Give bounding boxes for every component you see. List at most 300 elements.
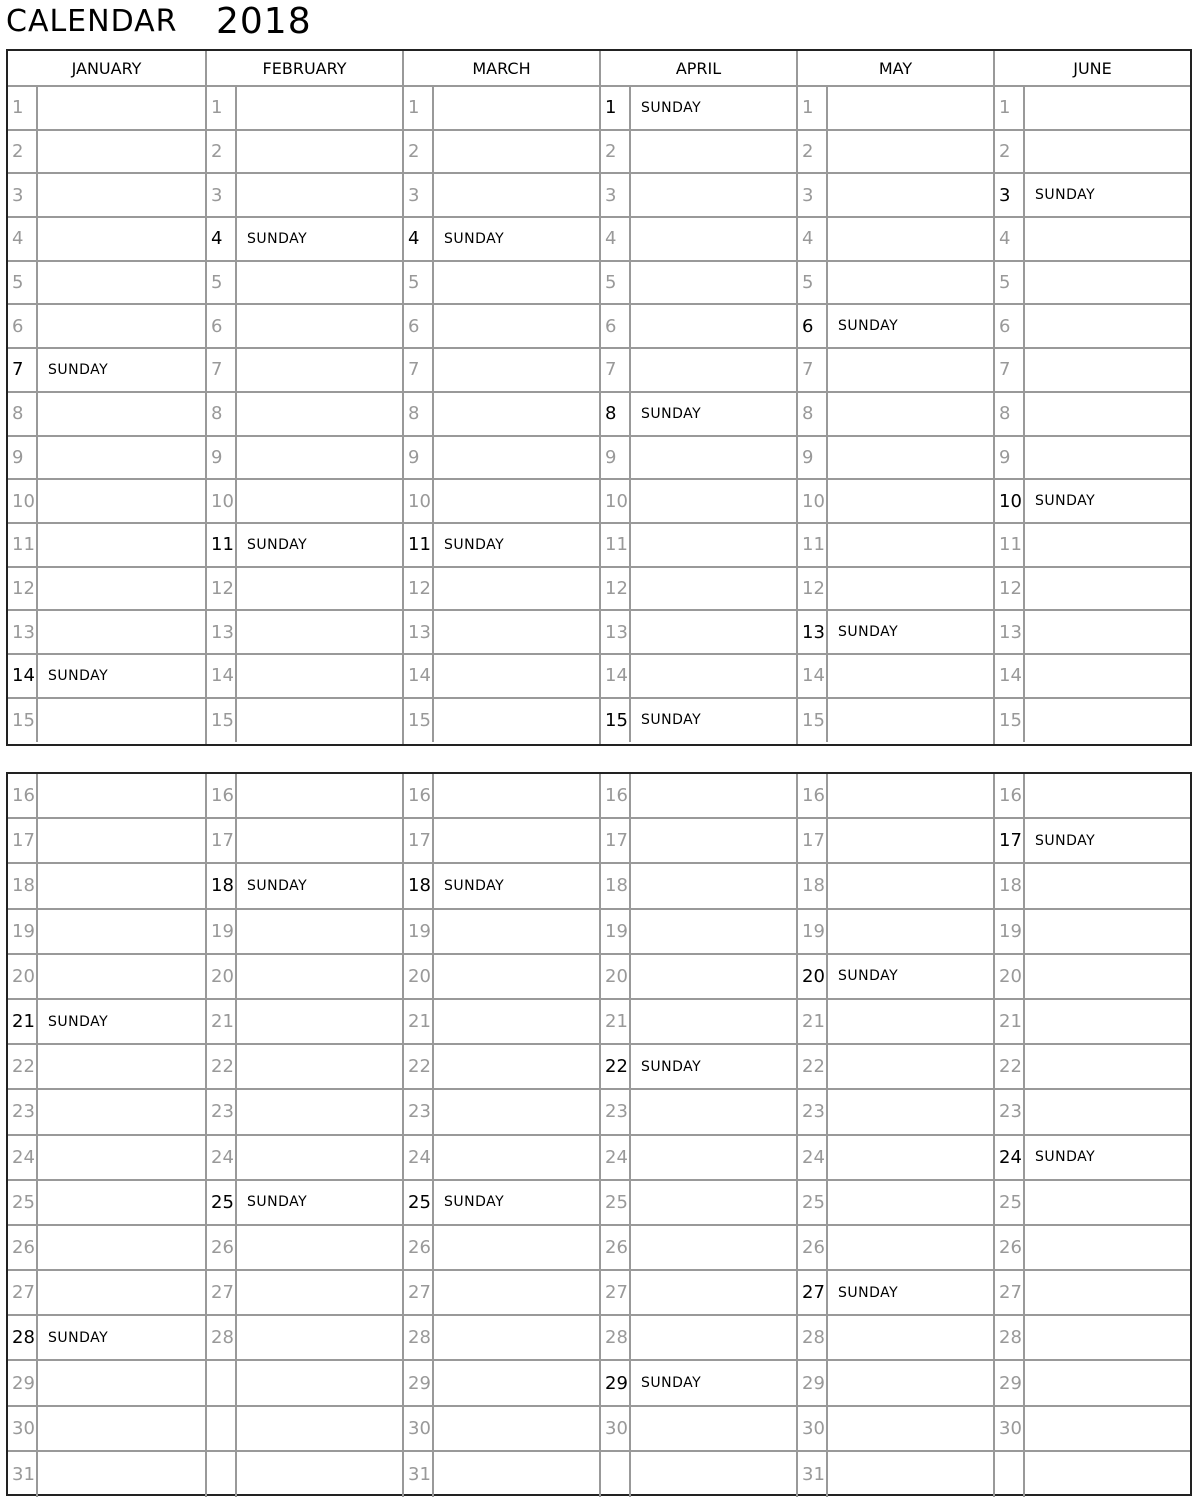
- day-row[interactable]: [404, 480, 599, 524]
- day-row[interactable]: [798, 910, 993, 955]
- day-row[interactable]: [404, 819, 599, 864]
- day-row[interactable]: [8, 1271, 205, 1316]
- day-note[interactable]: [631, 1090, 796, 1133]
- day-row[interactable]: [207, 1407, 402, 1452]
- day-row[interactable]: [995, 910, 1190, 955]
- day-row[interactable]: [798, 174, 993, 218]
- day-note[interactable]: [434, 87, 599, 129]
- day-note[interactable]: [631, 1226, 796, 1269]
- day-row[interactable]: [8, 1181, 205, 1226]
- day-note[interactable]: [1025, 1000, 1190, 1043]
- day-row[interactable]: [601, 655, 796, 699]
- day-note[interactable]: [237, 393, 402, 435]
- day-row[interactable]: [995, 524, 1190, 568]
- day-note[interactable]: [1025, 568, 1190, 610]
- day-row[interactable]: [404, 262, 599, 306]
- day-row[interactable]: [995, 955, 1190, 1000]
- day-note[interactable]: [1025, 1407, 1190, 1450]
- day-row[interactable]: [995, 655, 1190, 699]
- day-row[interactable]: [207, 437, 402, 481]
- day-row[interactable]: [601, 611, 796, 655]
- day-row[interactable]: [8, 524, 205, 568]
- day-row[interactable]: [995, 1316, 1190, 1361]
- day-note[interactable]: [1025, 131, 1190, 173]
- day-note[interactable]: [434, 1316, 599, 1359]
- day-row[interactable]: [798, 774, 993, 819]
- day-note[interactable]: [828, 1361, 993, 1404]
- day-row[interactable]: [404, 218, 599, 262]
- day-note[interactable]: [38, 524, 205, 566]
- day-note[interactable]: SUNDAY: [48, 667, 109, 684]
- day-note[interactable]: [434, 774, 599, 817]
- day-note[interactable]: [237, 1090, 402, 1133]
- day-row[interactable]: [798, 349, 993, 393]
- day-row[interactable]: [601, 87, 796, 131]
- day-note[interactable]: [828, 262, 993, 304]
- day-row[interactable]: [404, 1045, 599, 1090]
- day-note[interactable]: SUNDAY: [444, 877, 505, 894]
- day-row[interactable]: [798, 864, 993, 909]
- day-note[interactable]: [237, 1136, 402, 1179]
- day-row[interactable]: [8, 174, 205, 218]
- day-note[interactable]: [631, 262, 796, 304]
- day-row[interactable]: [207, 1000, 402, 1045]
- day-note[interactable]: SUNDAY: [1035, 493, 1096, 510]
- day-note[interactable]: [38, 1226, 205, 1269]
- day-note[interactable]: [237, 699, 402, 743]
- day-note[interactable]: [237, 819, 402, 862]
- day-note[interactable]: [828, 1407, 993, 1450]
- day-row[interactable]: [8, 218, 205, 262]
- day-note[interactable]: [38, 437, 205, 479]
- day-note[interactable]: SUNDAY: [247, 1194, 308, 1211]
- day-note[interactable]: [828, 1181, 993, 1224]
- day-note[interactable]: [631, 1452, 796, 1497]
- day-row[interactable]: [404, 774, 599, 819]
- day-row[interactable]: [601, 1316, 796, 1361]
- day-note[interactable]: [631, 1000, 796, 1043]
- day-note[interactable]: [1025, 910, 1190, 953]
- day-note[interactable]: [434, 305, 599, 347]
- day-row[interactable]: [798, 955, 993, 1000]
- day-note[interactable]: [38, 1271, 205, 1314]
- day-row[interactable]: [601, 262, 796, 306]
- day-row[interactable]: [798, 1452, 993, 1497]
- day-note[interactable]: [1025, 87, 1190, 129]
- day-note[interactable]: [237, 87, 402, 129]
- day-note[interactable]: [828, 568, 993, 610]
- day-note[interactable]: SUNDAY: [1035, 187, 1096, 204]
- day-row[interactable]: [8, 1226, 205, 1271]
- day-row[interactable]: [404, 174, 599, 218]
- day-note[interactable]: SUNDAY: [838, 318, 899, 335]
- day-note[interactable]: [237, 305, 402, 347]
- day-row[interactable]: [798, 611, 993, 655]
- day-row[interactable]: [8, 87, 205, 131]
- day-row[interactable]: [798, 437, 993, 481]
- day-note[interactable]: [434, 262, 599, 304]
- day-row[interactable]: [601, 699, 796, 743]
- day-note[interactable]: [828, 774, 993, 817]
- day-note[interactable]: [434, 1000, 599, 1043]
- day-row[interactable]: [207, 1361, 402, 1406]
- day-note[interactable]: [434, 1226, 599, 1269]
- day-row[interactable]: [995, 393, 1190, 437]
- day-note[interactable]: [237, 655, 402, 697]
- day-note[interactable]: SUNDAY: [1035, 832, 1096, 849]
- day-note[interactable]: [828, 131, 993, 173]
- day-row[interactable]: [995, 305, 1190, 349]
- day-row[interactable]: [601, 1045, 796, 1090]
- day-note[interactable]: [434, 1090, 599, 1133]
- day-row[interactable]: [8, 774, 205, 819]
- day-row[interactable]: [404, 1407, 599, 1452]
- day-row[interactable]: [8, 819, 205, 864]
- day-row[interactable]: [798, 568, 993, 612]
- day-note[interactable]: [631, 910, 796, 953]
- day-note[interactable]: SUNDAY: [838, 624, 899, 641]
- day-row[interactable]: [404, 349, 599, 393]
- day-note[interactable]: [828, 1316, 993, 1359]
- day-note[interactable]: [631, 174, 796, 216]
- day-row[interactable]: [207, 349, 402, 393]
- day-note[interactable]: [434, 480, 599, 522]
- day-note[interactable]: [631, 305, 796, 347]
- day-note[interactable]: [631, 1181, 796, 1224]
- day-row[interactable]: [995, 174, 1190, 218]
- day-note[interactable]: [434, 655, 599, 697]
- day-row[interactable]: [8, 568, 205, 612]
- day-row[interactable]: [207, 1452, 402, 1497]
- day-row[interactable]: [995, 437, 1190, 481]
- day-row[interactable]: [995, 1271, 1190, 1316]
- day-note[interactable]: [38, 218, 205, 260]
- day-row[interactable]: [995, 218, 1190, 262]
- day-row[interactable]: [8, 393, 205, 437]
- day-note[interactable]: [828, 349, 993, 391]
- day-row[interactable]: [207, 305, 402, 349]
- day-row[interactable]: [995, 349, 1190, 393]
- day-row[interactable]: [207, 699, 402, 743]
- day-note[interactable]: [631, 568, 796, 610]
- day-note[interactable]: [434, 611, 599, 653]
- day-row[interactable]: [798, 1361, 993, 1406]
- day-row[interactable]: [798, 524, 993, 568]
- day-note[interactable]: [434, 1136, 599, 1179]
- day-note[interactable]: SUNDAY: [247, 230, 308, 247]
- day-note[interactable]: [631, 819, 796, 862]
- day-row[interactable]: [8, 1452, 205, 1497]
- day-row[interactable]: [995, 1407, 1190, 1452]
- day-note[interactable]: [1025, 393, 1190, 435]
- day-row[interactable]: [207, 218, 402, 262]
- day-note[interactable]: [1025, 437, 1190, 479]
- day-note[interactable]: [1025, 524, 1190, 566]
- day-note[interactable]: [1025, 1316, 1190, 1359]
- day-note[interactable]: [1025, 262, 1190, 304]
- day-note[interactable]: [631, 524, 796, 566]
- day-row[interactable]: [8, 1090, 205, 1135]
- day-note[interactable]: [434, 174, 599, 216]
- day-row[interactable]: [207, 864, 402, 909]
- day-note[interactable]: [38, 568, 205, 610]
- day-note[interactable]: [237, 1407, 402, 1450]
- day-row[interactable]: [8, 699, 205, 743]
- day-row[interactable]: [798, 1316, 993, 1361]
- day-row[interactable]: [207, 87, 402, 131]
- day-row[interactable]: [404, 1361, 599, 1406]
- day-row[interactable]: [207, 1226, 402, 1271]
- day-note[interactable]: [38, 305, 205, 347]
- day-row[interactable]: [601, 131, 796, 175]
- day-row[interactable]: [798, 305, 993, 349]
- day-row[interactable]: [404, 1090, 599, 1135]
- day-row[interactable]: [995, 864, 1190, 909]
- day-row[interactable]: [8, 611, 205, 655]
- day-note[interactable]: [434, 955, 599, 998]
- day-row[interactable]: [404, 910, 599, 955]
- day-row[interactable]: [404, 1136, 599, 1181]
- day-note[interactable]: [38, 1361, 205, 1404]
- day-note[interactable]: [1025, 611, 1190, 653]
- day-row[interactable]: [995, 819, 1190, 864]
- day-note[interactable]: [237, 131, 402, 173]
- day-row[interactable]: [798, 1000, 993, 1045]
- day-note[interactable]: [828, 1045, 993, 1088]
- day-note[interactable]: [237, 910, 402, 953]
- day-row[interactable]: [207, 611, 402, 655]
- day-row[interactable]: [404, 1271, 599, 1316]
- day-row[interactable]: [8, 1316, 205, 1361]
- day-note[interactable]: SUNDAY: [641, 1375, 702, 1392]
- day-note[interactable]: [631, 437, 796, 479]
- day-row[interactable]: [601, 1000, 796, 1045]
- day-row[interactable]: [207, 955, 402, 1000]
- day-row[interactable]: [601, 218, 796, 262]
- day-row[interactable]: [404, 1000, 599, 1045]
- day-note[interactable]: [631, 1316, 796, 1359]
- day-row[interactable]: [601, 1090, 796, 1135]
- day-note[interactable]: [434, 393, 599, 435]
- day-row[interactable]: [8, 349, 205, 393]
- day-note[interactable]: [434, 699, 599, 743]
- day-note[interactable]: [38, 480, 205, 522]
- day-row[interactable]: [207, 262, 402, 306]
- day-row[interactable]: [601, 174, 796, 218]
- day-note[interactable]: [631, 1136, 796, 1179]
- day-row[interactable]: [995, 611, 1190, 655]
- day-row[interactable]: [8, 864, 205, 909]
- day-note[interactable]: [828, 87, 993, 129]
- day-row[interactable]: [207, 524, 402, 568]
- day-note[interactable]: [434, 1407, 599, 1450]
- day-note[interactable]: [434, 1361, 599, 1404]
- day-row[interactable]: [8, 262, 205, 306]
- day-note[interactable]: [828, 1452, 993, 1497]
- day-row[interactable]: [207, 1316, 402, 1361]
- day-note[interactable]: SUNDAY: [838, 1284, 899, 1301]
- day-note[interactable]: SUNDAY: [444, 1194, 505, 1211]
- day-note[interactable]: [237, 262, 402, 304]
- day-row[interactable]: [601, 1407, 796, 1452]
- day-row[interactable]: [798, 218, 993, 262]
- day-note[interactable]: [631, 1407, 796, 1450]
- day-note[interactable]: [828, 864, 993, 907]
- day-row[interactable]: [995, 1361, 1190, 1406]
- day-row[interactable]: [798, 699, 993, 743]
- day-note[interactable]: [1025, 1271, 1190, 1314]
- day-note[interactable]: [237, 1000, 402, 1043]
- day-note[interactable]: [828, 524, 993, 566]
- day-row[interactable]: [798, 393, 993, 437]
- day-row[interactable]: [798, 1136, 993, 1181]
- day-row[interactable]: [207, 1181, 402, 1226]
- day-row[interactable]: [601, 480, 796, 524]
- day-row[interactable]: [404, 524, 599, 568]
- day-note[interactable]: SUNDAY: [641, 405, 702, 422]
- day-row[interactable]: [404, 1226, 599, 1271]
- day-note[interactable]: [434, 1452, 599, 1497]
- day-note[interactable]: [237, 1271, 402, 1314]
- day-note[interactable]: [38, 699, 205, 743]
- day-note[interactable]: [631, 349, 796, 391]
- day-note[interactable]: SUNDAY: [48, 361, 109, 378]
- day-row[interactable]: [404, 305, 599, 349]
- day-note[interactable]: [38, 1407, 205, 1450]
- day-note[interactable]: [237, 480, 402, 522]
- day-note[interactable]: [237, 1452, 402, 1497]
- day-note[interactable]: [828, 480, 993, 522]
- day-note[interactable]: [237, 568, 402, 610]
- day-note[interactable]: SUNDAY: [641, 1058, 702, 1075]
- day-row[interactable]: [207, 1271, 402, 1316]
- day-row[interactable]: [404, 864, 599, 909]
- day-row[interactable]: [995, 1452, 1190, 1497]
- day-row[interactable]: [404, 568, 599, 612]
- day-row[interactable]: [207, 655, 402, 699]
- day-note[interactable]: [828, 1090, 993, 1133]
- day-note[interactable]: [38, 910, 205, 953]
- day-row[interactable]: [798, 819, 993, 864]
- day-note[interactable]: [434, 1045, 599, 1088]
- day-row[interactable]: [798, 1271, 993, 1316]
- day-row[interactable]: [601, 1271, 796, 1316]
- day-note[interactable]: [237, 1361, 402, 1404]
- day-note[interactable]: [1025, 349, 1190, 391]
- day-note[interactable]: [38, 1045, 205, 1088]
- day-note[interactable]: [38, 1090, 205, 1133]
- day-row[interactable]: [601, 819, 796, 864]
- day-row[interactable]: [798, 131, 993, 175]
- day-note[interactable]: SUNDAY: [1035, 1149, 1096, 1166]
- day-row[interactable]: [404, 655, 599, 699]
- day-note[interactable]: [38, 1181, 205, 1224]
- day-row[interactable]: [601, 393, 796, 437]
- day-row[interactable]: [995, 262, 1190, 306]
- day-note[interactable]: [1025, 1452, 1190, 1497]
- day-note[interactable]: [237, 437, 402, 479]
- day-note[interactable]: [631, 864, 796, 907]
- day-note[interactable]: [631, 611, 796, 653]
- day-note[interactable]: [38, 131, 205, 173]
- day-note[interactable]: SUNDAY: [247, 536, 308, 553]
- day-row[interactable]: [8, 910, 205, 955]
- day-row[interactable]: [995, 1226, 1190, 1271]
- day-row[interactable]: [207, 1045, 402, 1090]
- day-note[interactable]: [38, 174, 205, 216]
- day-note[interactable]: [631, 774, 796, 817]
- day-note[interactable]: [38, 1136, 205, 1179]
- day-note[interactable]: [237, 611, 402, 653]
- day-row[interactable]: [207, 174, 402, 218]
- day-row[interactable]: [404, 1316, 599, 1361]
- day-row[interactable]: [601, 524, 796, 568]
- day-note[interactable]: [828, 910, 993, 953]
- day-note[interactable]: SUNDAY: [48, 1329, 109, 1346]
- day-row[interactable]: [404, 699, 599, 743]
- day-row[interactable]: [601, 1452, 796, 1497]
- day-row[interactable]: [798, 262, 993, 306]
- day-row[interactable]: [995, 131, 1190, 175]
- day-row[interactable]: [601, 1361, 796, 1406]
- day-row[interactable]: [995, 1181, 1190, 1226]
- day-row[interactable]: [995, 1136, 1190, 1181]
- day-note[interactable]: [434, 819, 599, 862]
- day-row[interactable]: [8, 1361, 205, 1406]
- day-row[interactable]: [8, 1407, 205, 1452]
- day-note[interactable]: SUNDAY: [838, 968, 899, 985]
- day-note[interactable]: [1025, 218, 1190, 260]
- day-row[interactable]: [995, 568, 1190, 612]
- day-note[interactable]: [828, 1226, 993, 1269]
- day-note[interactable]: [38, 819, 205, 862]
- day-note[interactable]: [828, 1136, 993, 1179]
- day-note[interactable]: [1025, 1045, 1190, 1088]
- day-note[interactable]: SUNDAY: [641, 712, 702, 729]
- day-row[interactable]: [601, 568, 796, 612]
- day-note[interactable]: [631, 955, 796, 998]
- day-row[interactable]: [798, 87, 993, 131]
- day-row[interactable]: [798, 655, 993, 699]
- day-row[interactable]: [995, 699, 1190, 743]
- day-note[interactable]: [828, 218, 993, 260]
- day-note[interactable]: [828, 1000, 993, 1043]
- day-note[interactable]: [631, 480, 796, 522]
- day-note[interactable]: SUNDAY: [247, 877, 308, 894]
- day-note[interactable]: [828, 174, 993, 216]
- day-row[interactable]: [798, 1045, 993, 1090]
- day-row[interactable]: [207, 1136, 402, 1181]
- day-row[interactable]: [8, 305, 205, 349]
- day-row[interactable]: [995, 87, 1190, 131]
- day-note[interactable]: [38, 774, 205, 817]
- day-note[interactable]: [1025, 305, 1190, 347]
- day-row[interactable]: [601, 349, 796, 393]
- day-row[interactable]: [601, 305, 796, 349]
- day-note[interactable]: [1025, 1181, 1190, 1224]
- day-row[interactable]: [601, 1136, 796, 1181]
- day-row[interactable]: [601, 955, 796, 1000]
- day-row[interactable]: [8, 955, 205, 1000]
- day-note[interactable]: [38, 1452, 205, 1497]
- day-row[interactable]: [8, 1136, 205, 1181]
- day-note[interactable]: [38, 864, 205, 907]
- day-note[interactable]: [631, 131, 796, 173]
- day-row[interactable]: [995, 1045, 1190, 1090]
- day-row[interactable]: [8, 131, 205, 175]
- day-row[interactable]: [404, 955, 599, 1000]
- day-note[interactable]: [1025, 864, 1190, 907]
